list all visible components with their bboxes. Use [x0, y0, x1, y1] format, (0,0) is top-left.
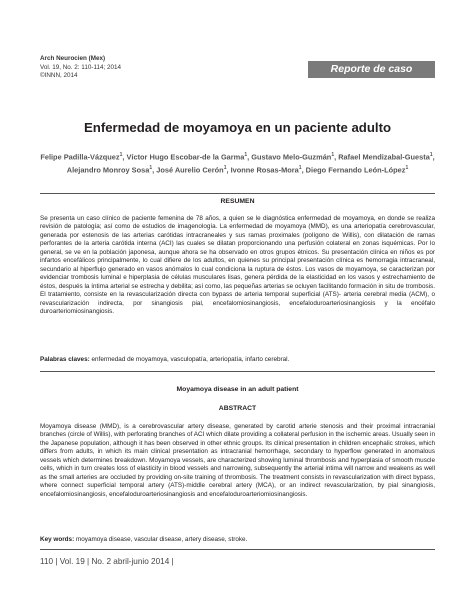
english-title: Moyamoya disease in an adult patient	[176, 386, 299, 393]
page-footer: 110 | Vol. 19 | No. 2 abril-junio 2014 |	[40, 557, 174, 566]
journal-header	[40, 55, 121, 81]
author-list: Felipe Padilla-Vázquez$^1$, Víctor Hugo Escobar-de la Garma$^1$, Gustavo Melo-Guzmán$^1$, Rafael Mendizabal-Guesta$^1$, Alejandro Monroy Sosa$^1$, José Aurelio Cerón$^1$, Ivonne Rosas-Mora$^1$, Diego Fernando León-López$^1$	[40, 152, 435, 175]
abstract-heading: ABSTRACT	[218, 405, 257, 412]
author-affiliation: 1	[119, 152, 123, 158]
author-affiliation: 1	[429, 152, 433, 158]
author-name: Felipe Padilla-Vázquez	[40, 152, 120, 162]
author-affiliation: 1	[149, 164, 153, 171]
author-affiliation: 1	[331, 152, 335, 158]
author-affiliation: 1	[223, 164, 227, 171]
article-type-badge: Reporte de caso	[308, 61, 435, 78]
author-name: Ivonne Rosas-Mora	[230, 165, 299, 175]
author-name: Víctor Hugo Escobar-de la Garma	[126, 152, 245, 162]
journal-copyright: ©INNN, 2014	[40, 72, 78, 80]
palabras-claves	[40, 356, 435, 364]
divider-top	[40, 193, 435, 194]
key-words-text: moyamoya disease, vascular disease, artery disease, stroke.	[74, 536, 248, 543]
author-affiliation: 1	[405, 164, 409, 171]
journal-volume: Vol. 19, No. 2: 110-114; 2014	[40, 63, 121, 71]
divider-middle	[40, 371, 435, 372]
abstract-body: Moyamoya disease (MMD), is a cerebrovascular artery disease, generated by carotid arterie stenosis and their proximal intracranial branches (circle of Willis), with perforating branches of ACI which dilate providing a collateral perfusion in the ischemic areas. Usually seen in the Japanese population, although it has been observed in other ethnic groups. Its clinical presentation in children encephalic strokes, which differs from adults, in which its main clinical presentation as intracranial hemorrhage, secondary to hyperflow generated in anomalous vessels which determines breakdown. Moyamoya vessels, are characterized showing luminal thrombosis and hyperplasia of smooth muscle cells, which in turn creates loss of elasticity in blood vessels and narrowing, subsequently the arterial intima will narrow and weakens as well as the small arteries are occluded by providing on-site training of thrombosis. The treatment consists in revascularization with direct bypass, where connect superficial temporal artery (ATS)-middle cerebral artery (MCA), or an indirect revascularization, by pial sinangiosis, encefalomiosinangiosis, encefaloduroarteriosinangiosis and encefaloduroarteriomiosinangiosis.	[40, 423, 435, 498]
author-name: Gustavo Melo-Guzmán	[251, 152, 332, 162]
resumen-heading: RESUMEN	[220, 198, 255, 205]
palabras-claves-label: Palabras claves:	[40, 356, 90, 363]
author-name: José Aurelio Cerón	[156, 165, 224, 175]
author-affiliation: 1	[244, 152, 248, 158]
resumen-body: Se presenta un caso clínico de paciente femenina de 78 años, a quien se le diagnóstica enfermedad de moyamoya, en donde se realiza revisión de patología; así como de estudios de imagenología. La enfermedad de moyamoya (MMD), es una arteriopatía cerebrovascular, generada por estenosis de las arterias carótidas intracraneales y sus ramas proximales (polígono de Willis), con dilatación de ramas perforantes de la arteria carótida interna (ACI) las cuales se dilatan proporcionando una perfusión colateral en zonas isquémicas. Por lo general, se ve en la población japonesa, aunque ahora se ha observado en otros grupos étnicos. Su presentación clínica en niños es por infartos encefálicos principalmente, lo cual difiere de los adultos, en quienes su principal presentación clínica es hemorragia intracraneal, secundario al hiperflujo generado en vasos anómalos lo cual condiciona la ruptura de éstos. Los vasos de moyamoya, se caracterizan por evidenciar trombosis luminal e hiperplasia de células musculares lisas, genera pérdida de la elasticidad en los vasos y estrechamiento de éstos, después la íntima arterial se estrecha y debilita; así como, las pequeñas arterias se ocluyen facilitando formación in situ de trombosis. El tratamiento, consiste en la revascularización directa con bypass de arteria temporal superficial (ATS)- arteria cerebral media (ACM), o revascularización indirecta, por sinangiosis pial, encefalomiosinangiosis, encefaloduroarteriosinangiosis y la encéfalo duroarteriomiosinangiosis.	[40, 215, 435, 315]
key-words	[40, 536, 435, 544]
divider-bottom	[40, 549, 435, 550]
author-name: Rafael Mendizabal-Guesta	[338, 152, 430, 162]
author-name: Diego Fernando León-López	[305, 165, 406, 175]
author-name: Alejandro Monroy Sosa	[66, 165, 150, 175]
palabras-claves-text: enfermedad de moyamoya, vasculopatía, arteriopatía, infarto cerebral.	[89, 356, 290, 363]
key-words-label: Key words:	[40, 536, 75, 543]
article-title: Enfermedad de moyamoya en un paciente adulto	[83, 120, 392, 135]
journal-name: Arch Neurocien (Mex)	[40, 55, 106, 62]
author-affiliation: 1	[298, 164, 302, 171]
